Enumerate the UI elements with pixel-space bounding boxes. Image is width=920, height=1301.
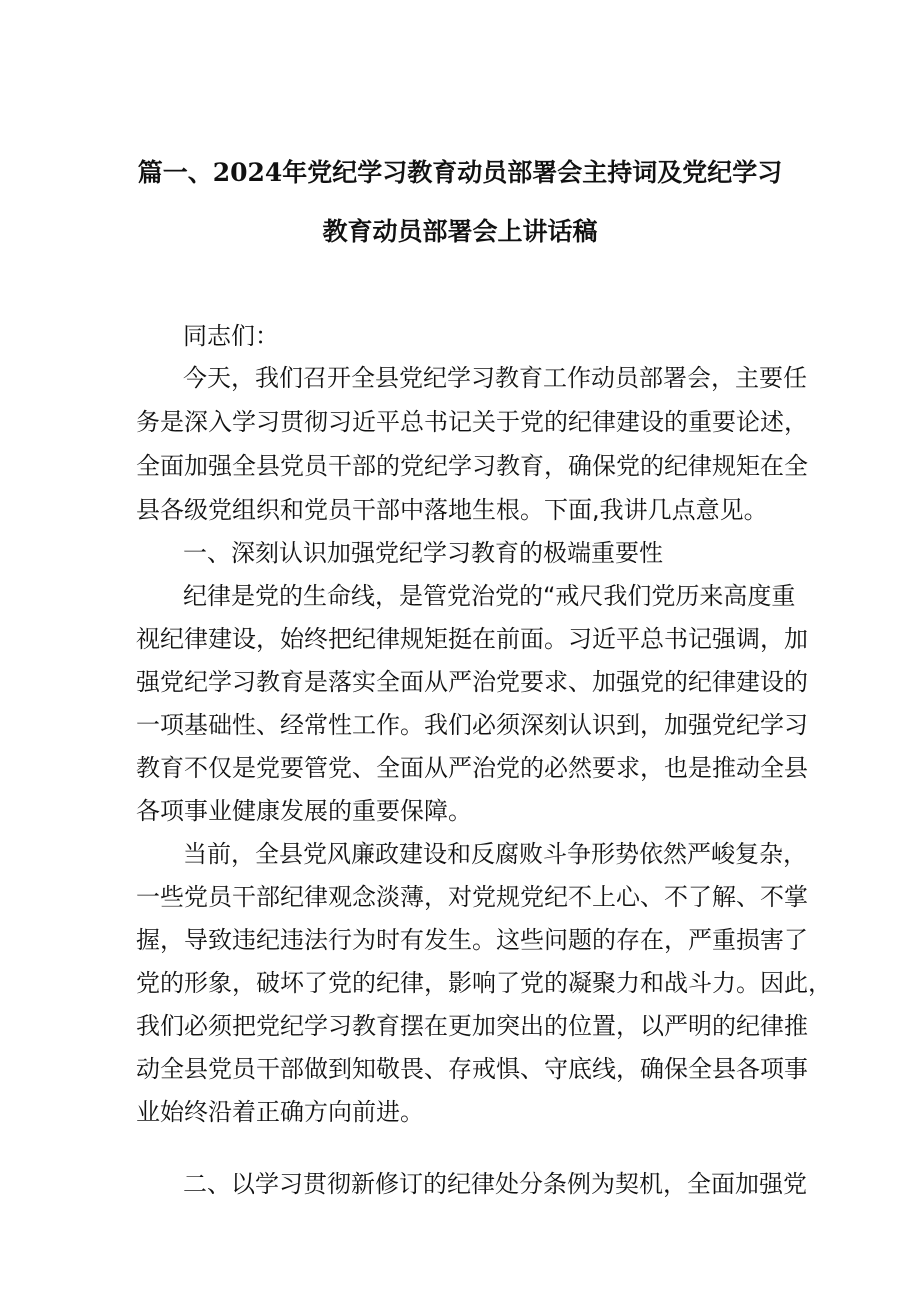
- paragraph-3-line-1: 当前，全县党风廉政建设和反腐败斗争形势依然严峻复杂，: [183, 840, 807, 868]
- paragraph-2-line-6: 各项事业健康发展的重要保障。: [136, 797, 472, 825]
- paragraph-1-line-1: 今天，我们召开全县党纪学习教育工作动员部署会，主要任: [183, 364, 807, 392]
- paragraph-1-line-3: 全面加强全县党员干部的党纪学习教育，确保党的纪律规矩在全: [136, 452, 808, 480]
- paragraph-2-line-4: 一项基础性、经常性工作。我们必须深刻认识到，加强党纪学习: [136, 711, 808, 739]
- paragraph-3-line-7: 业始终沿着正确方向前进。: [136, 1098, 424, 1126]
- paragraph-3-line-6: 动全县党员干部做到知敬畏、存戒惧、守底线，确保全县各项事: [136, 1055, 808, 1083]
- paragraph-3-line-5: 我们必须把党纪学习教育摆在更加突出的位置，以严明的纪律推: [136, 1012, 808, 1040]
- section-heading-2: 二、以学习贯彻新修订的纪律处分条例为契机，全面加强党: [183, 1170, 807, 1198]
- paragraph-1-line-2: 务是深入学习贯彻习近平总书记关于党的纪律建设的重要论述，: [136, 408, 808, 436]
- paragraph-2-line-3: 强党纪学习教育是落实全面从严治党要求、加强党的纪律建设的: [136, 668, 808, 696]
- paragraph-2-line-2: 视纪律建设，始终把纪律规矩挺在前面。习近平总书记强调，加: [136, 625, 808, 653]
- section-heading-1: 一、深刻认识加强党纪学习教育的极端重要性: [183, 539, 663, 567]
- paragraph-3-line-2: 一些党员干部纪律观念淡薄，对党规党纪不上心、不了解、不掌: [136, 883, 808, 911]
- document-title-line-1: 篇一、2024年党纪学习教育动员部署会主持词及党纪学习: [137, 158, 783, 187]
- paragraph-3-line-4: 党的形象，破坏了党的纪律，影响了党的凝聚力和战斗力。因此，: [136, 969, 832, 997]
- paragraph-1-line-4: 县各级党组织和党员干部中落地生根。下面,我讲几点意见。: [136, 496, 768, 524]
- paragraph-3-line-3: 握，导致违纪违法行为时有发生。这些问题的存在，严重损害了: [136, 926, 808, 954]
- document-title-line-2: 教育动员部署会上讲话稿: [322, 217, 598, 246]
- paragraph-2-line-5: 教育不仅是党要管党、全面从严治党的必然要求，也是推动全县: [136, 754, 808, 782]
- paragraph-2-line-1: 纪律是党的生命线，是管党治党的“戒尺我们党历来高度重: [183, 582, 796, 610]
- salutation: 同志们：: [183, 322, 279, 350]
